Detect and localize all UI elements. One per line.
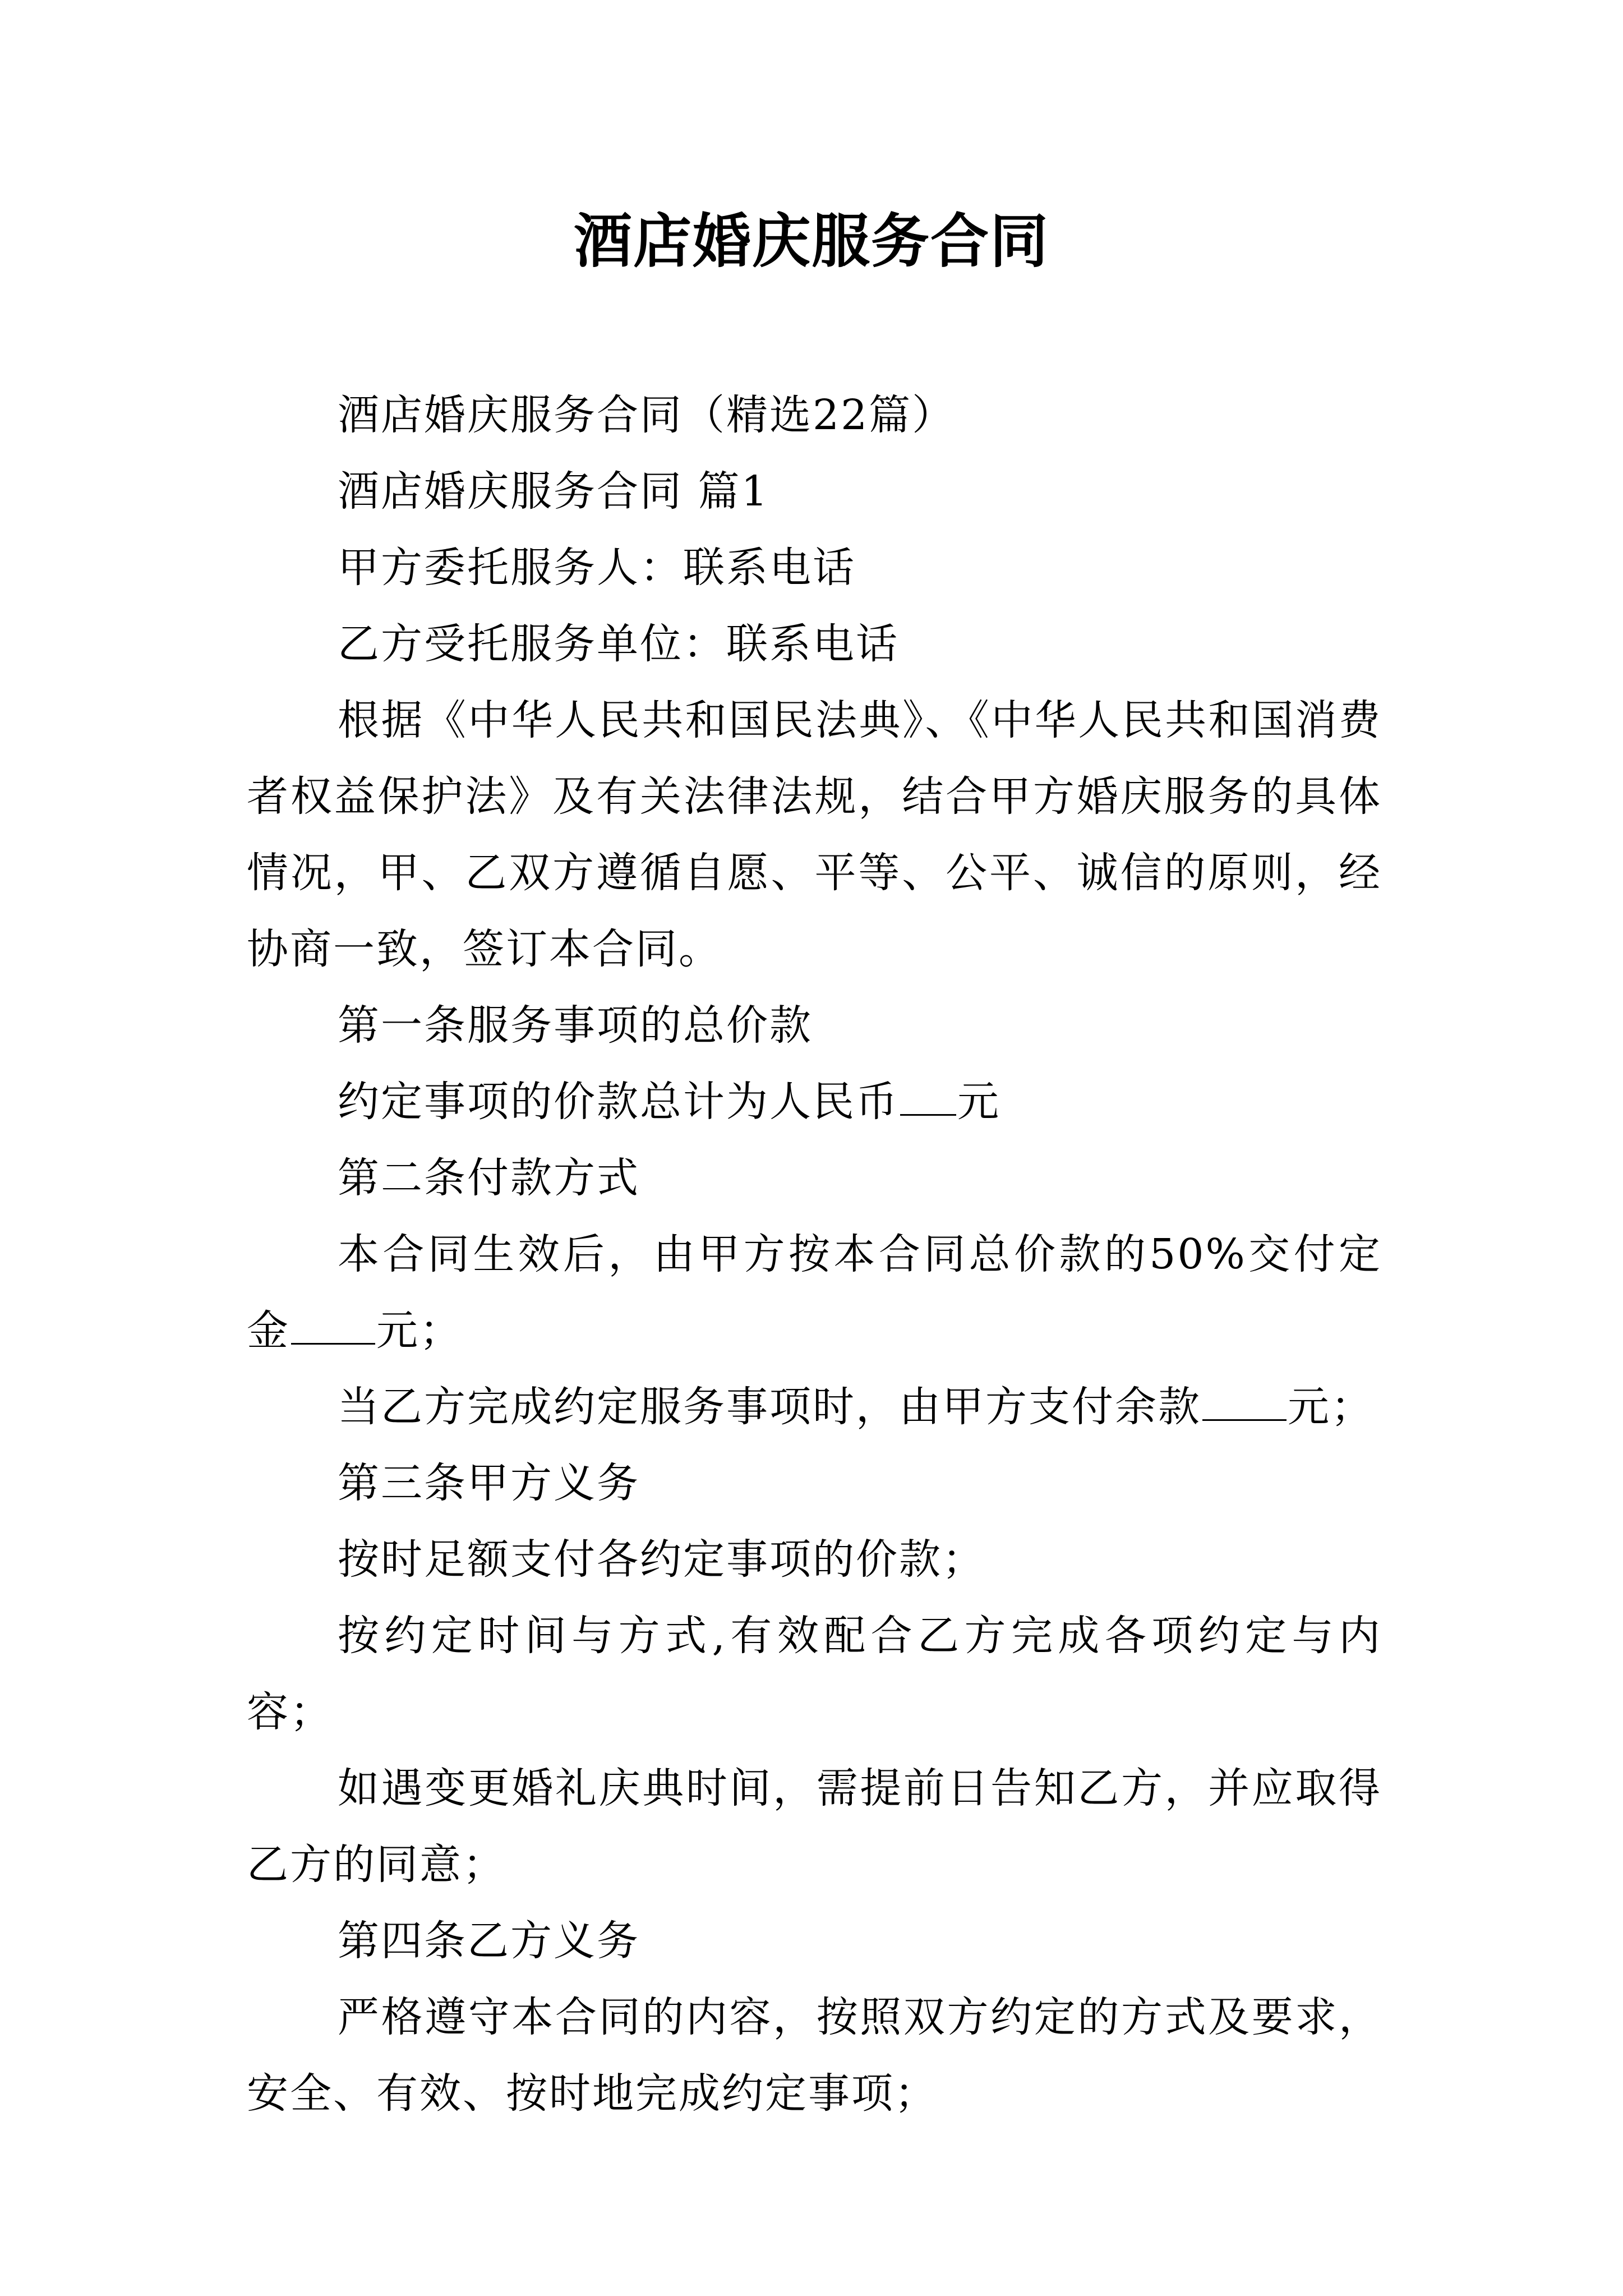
paragraph-party-a-duty-1: 按时足额支付各约定事项的价款； — [338, 1535, 985, 1584]
fill-in-blank — [900, 1075, 956, 1116]
paragraph-article-1-heading: 第一条服务事项的总价款 — [338, 1001, 813, 1050]
paragraph-party-a: 甲方委托服务人：联系电话 — [338, 544, 856, 592]
paragraph-text-after-blank: 元； — [1288, 1383, 1374, 1431]
paragraph-text-after-blank: 元； — [376, 1306, 463, 1355]
paragraph-section-heading: 酒店婚庆服务合同 篇1 — [338, 467, 769, 516]
paragraph-article-2-heading: 第二条付款方式 — [338, 1154, 640, 1202]
fill-in-blank — [1202, 1380, 1287, 1421]
paragraph-party-a-duty-3: 如遇变更婚礼庆典时间，需提前日告知乙方，并应取得乙方的同意； — [247, 1764, 1382, 1889]
paragraph-party-a-duty-2: 按约定时间与方式,有效配合乙方完成各项约定与内容； — [247, 1612, 1382, 1736]
paragraph-total-price — [247, 1064, 1382, 1140]
paragraph-text-after-blank: 元 — [957, 1078, 1000, 1126]
paragraph-text: 本合同生效后，由甲方按本合同总价款的50%交付定金 — [247, 1230, 1382, 1355]
document-title: 酒店婚庆服务合同 — [573, 206, 1049, 275]
paragraph-article-4-heading: 第四条乙方义务 — [338, 1917, 640, 1965]
fill-in-blank — [291, 1304, 375, 1345]
paragraph-party-b-duty-1: 严格遵守本合同的内容，按照双方约定的方式及要求，安全、有效、按时地完成约定事项； — [247, 1993, 1382, 2118]
paragraph-preamble: 根据《中华人民共和国民法典》、《中华人民共和国消费者权益保护法》及有关法律法规，结合甲方婚庆服务的具体情况，甲、乙双方遵循自愿、平等、公平、诚信的原则，经协商一致，签订本合同。 — [247, 696, 1382, 973]
paragraph-party-b: 乙方受托服务单位：联系电话 — [338, 620, 899, 668]
document-body — [247, 377, 1382, 2132]
paragraph-text: 约定事项的价款总计为人民币 — [338, 1078, 899, 1126]
paragraph-text: 当乙方完成约定服务事项时，由甲方支付余款 — [338, 1383, 1201, 1431]
paragraph-balance — [247, 1369, 1382, 1445]
paragraph-article-3-heading: 第三条甲方义务 — [338, 1459, 640, 1507]
paragraph-deposit — [247, 1216, 1382, 1369]
paragraph-collection-title: 酒店婚庆服务合同（精选22篇） — [338, 391, 956, 439]
